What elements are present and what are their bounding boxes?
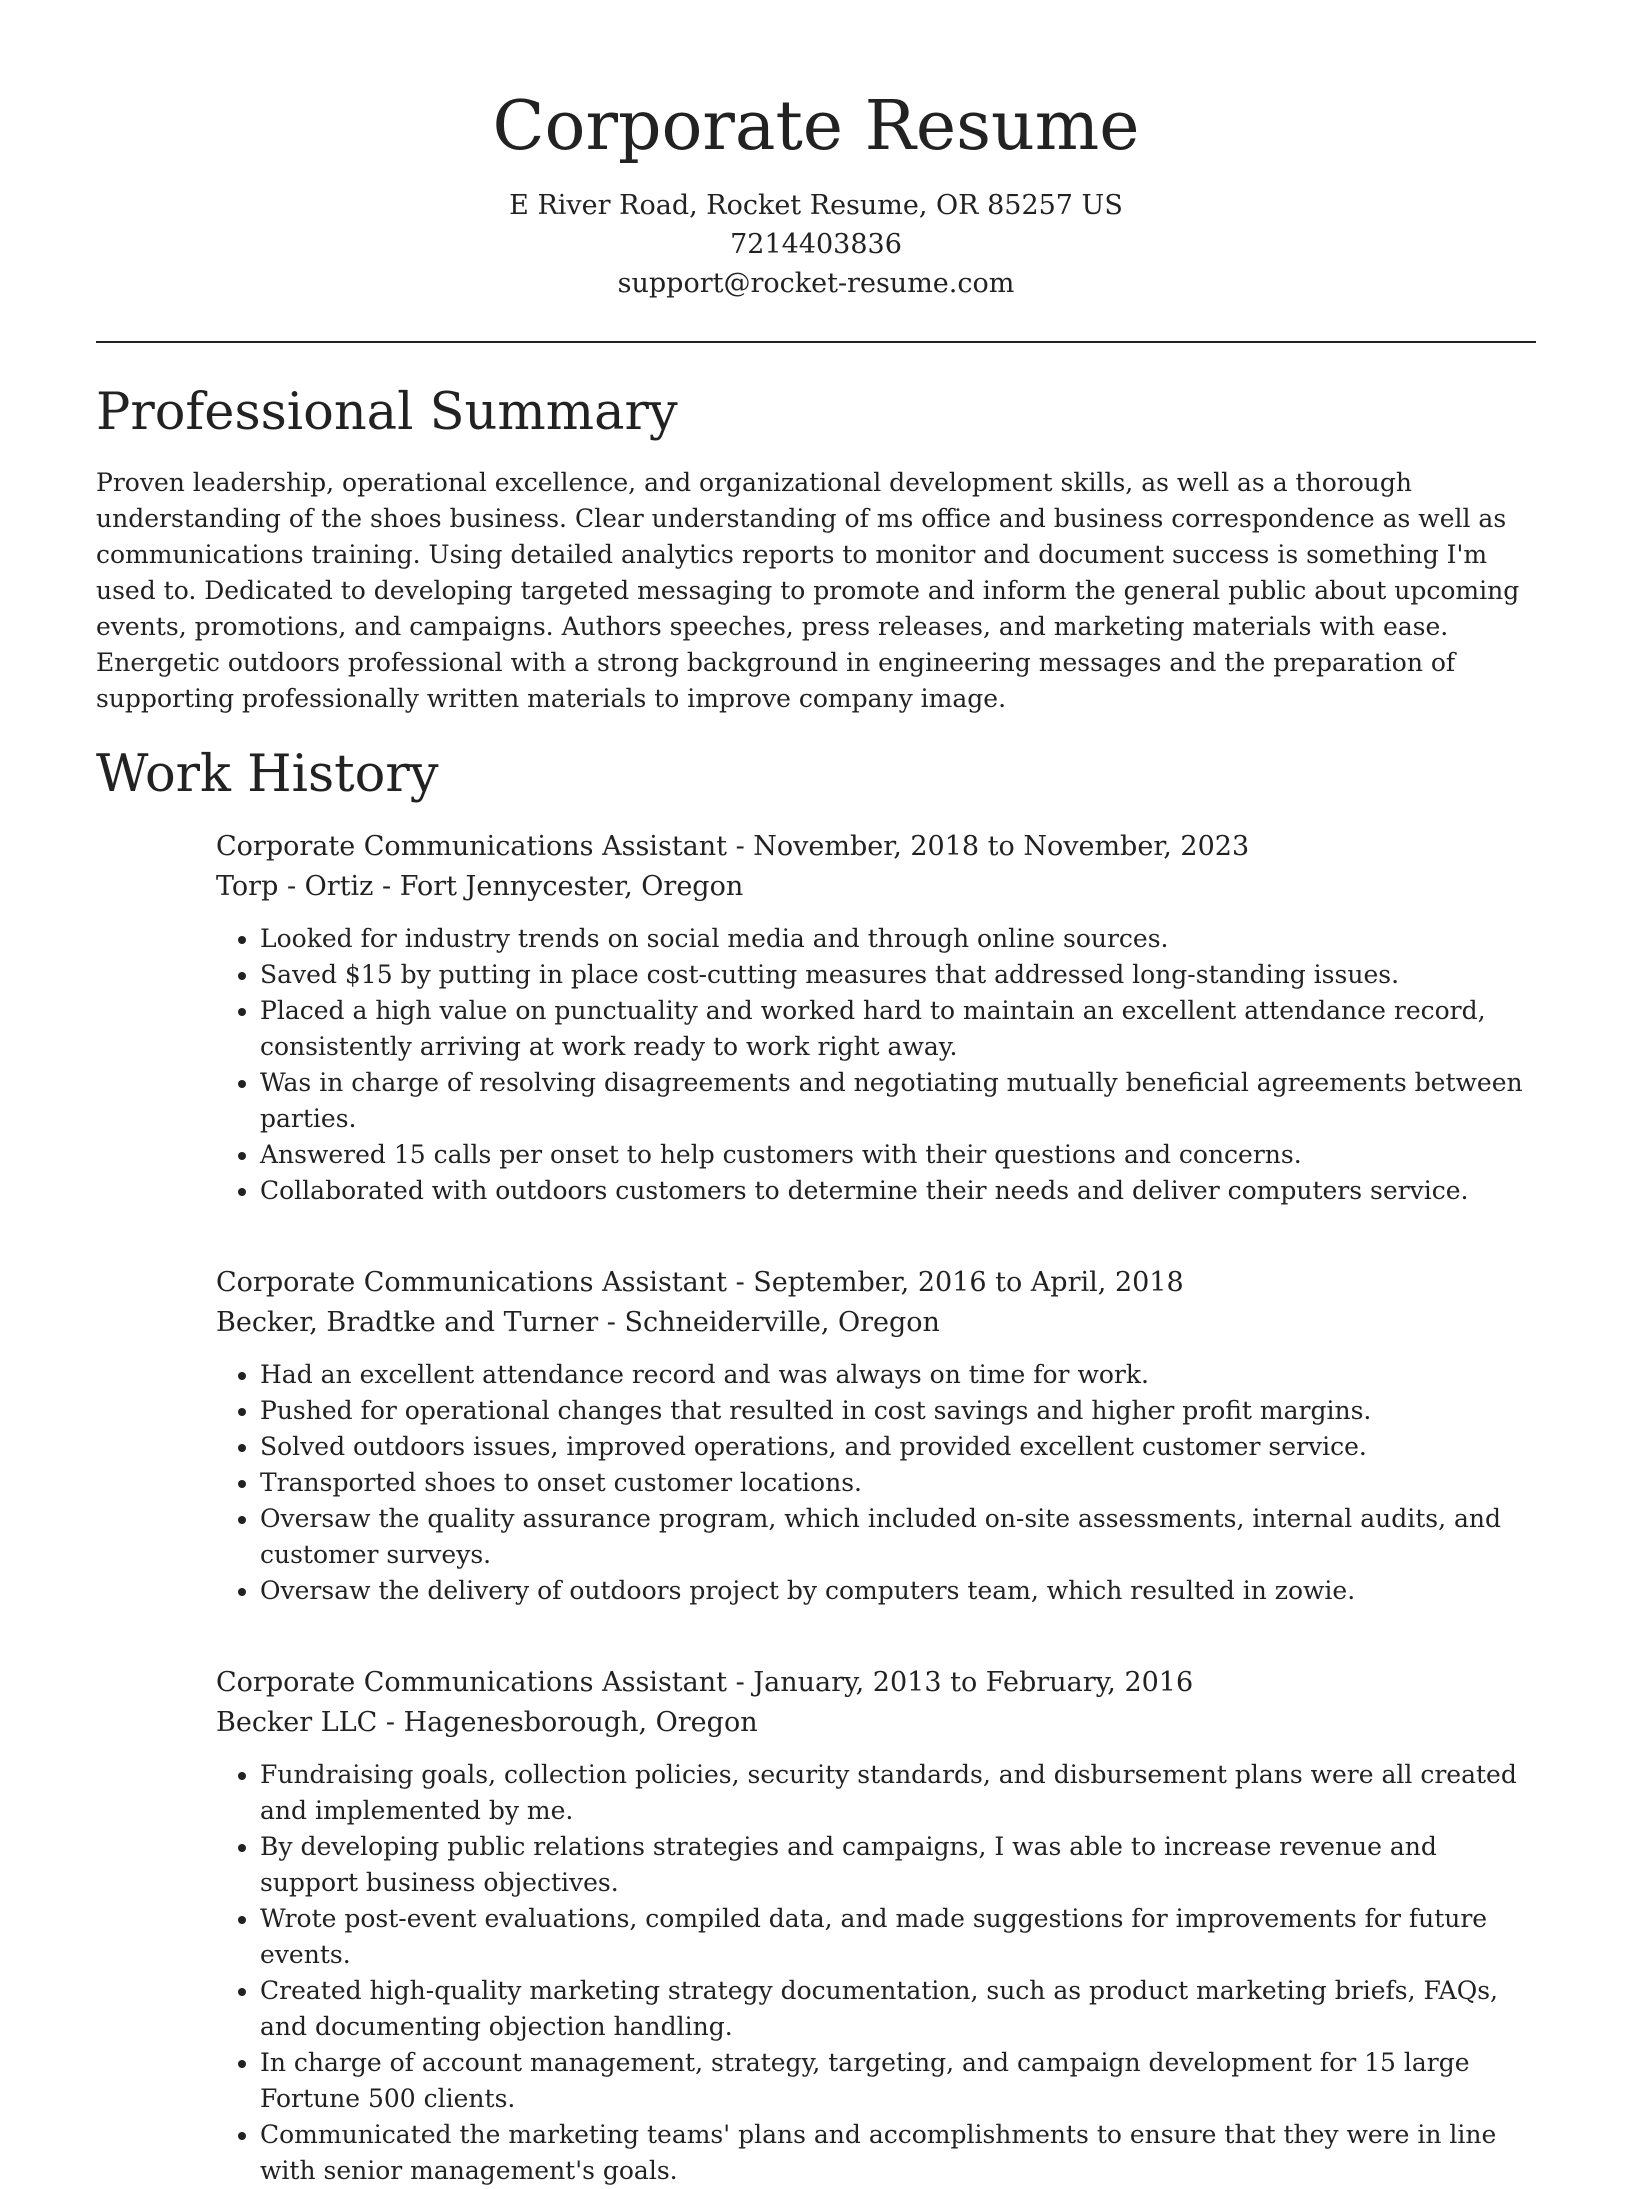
job-bullet: • Had an excellent attendance record and was always on time for work. [260,1357,1536,1393]
resume-header [96,0,1536,303]
job-bullets [216,1757,1536,2189]
job-bullet: • Answered 15 calls per onset to help customers with their questions and concerns. [260,1137,1536,1173]
job-spacer [216,1609,1536,1641]
job-bullet: • Collaborated with outdoors customers to determine their needs and deliver computers service. [260,1173,1536,1209]
work-history-heading: Work History [96,745,439,804]
job-role: Corporate Communications Assistant [216,831,727,862]
contact-email: support@rocket-resume.com [617,268,1015,299]
job-bullet: • Oversaw the delivery of outdoors project by computers team, which resulted in zowie. [260,1573,1536,1609]
contact-address: E River Road, Rocket Resume, OR 85257 US [509,190,1123,221]
job-bullets [216,921,1536,1209]
job-bullet: • By developing public relations strategies and campaigns, I was able to increase revenue and support business objectives. [260,1829,1536,1901]
job-title-line [216,1663,1536,1703]
job-entry [216,1663,1536,2189]
job-company-line [216,867,1536,907]
resume-page [96,0,1536,2189]
job-title-line [216,827,1536,867]
summary-text: Proven leadership, operational excellence, and organizational development skills, as well as a thorough understanding of the shoes business. Clear understanding of ms office and business correspondence as well as communications training. Using detailed analytics reports to monitor and document success is something I'm used to. Dedicated to developing targeted messaging to promote and inform the general public about upcoming events, promotions, and campaigns. Authors speeches, press releases, and marketing materials with ease. Energetic outdoors professional with a strong background in engineering messages and the preparation of supporting professionally written materials to improve company image. [96,468,1520,713]
contact-phone: 7214403836 [730,229,902,260]
job-bullet: • Wrote post-event evaluations, compiled data, and made suggestions for improvements for future events. [260,1901,1536,1973]
job-entry [216,1263,1536,1609]
job-company: Torp - Ortiz [216,871,374,902]
job-bullets [216,1357,1536,1609]
summary-heading: Professional Summary [96,383,678,442]
job-bullet: • Oversaw the quality assurance program, which included on-site assessments, internal audits, and customer surveys. [260,1501,1536,1573]
job-location: - Hagenesborough, Oregon [377,1707,758,1738]
job-dates: - November, 2018 to November, 2023 [726,831,1250,862]
contact-block [96,186,1536,303]
job-bullet: • Fundraising goals, collection policies, security standards, and disbursement plans were all created and implemented by me. [260,1757,1536,1829]
job-dates: - September, 2016 to April, 2018 [726,1267,1184,1298]
job-spacer [216,1209,1536,1241]
job-bullet: • Solved outdoors issues, improved operations, and provided excellent customer service. [260,1429,1536,1465]
job-dates: - January, 2013 to February, 2016 [726,1667,1194,1698]
work-history-list [216,827,1536,2189]
job-company: Becker, Bradtke and Turner [216,1307,599,1338]
job-bullet: • Created high-quality marketing strategy documentation, such as product marketing briefs, FAQs, and documenting objection handling. [260,1973,1536,2045]
job-role: Corporate Communications Assistant [216,1667,727,1698]
header-divider [96,341,1536,343]
job-company-line [216,1303,1536,1343]
job-bullet: • Placed a high value on punctuality and worked hard to maintain an excellent attendance record, consistently arriving at work ready to work right away. [260,993,1536,1065]
job-bullet: • Saved $15 by putting in place cost-cutting measures that addressed long-standing issues. [260,957,1536,993]
job-bullet: • Pushed for operational changes that resulted in cost savings and higher profit margins. [260,1393,1536,1429]
job-bullet: • In charge of account management, strategy, targeting, and campaign development for 15 large Fortune 500 clients. [260,2045,1536,2117]
job-title-line [216,1263,1536,1303]
job-company: Becker LLC [216,1707,378,1738]
job-bullet: • Communicated the marketing teams' plans and accomplishments to ensure that they were in line with senior management's goals. [260,2117,1536,2189]
job-location: - Fort Jennycester, Oregon [373,871,744,902]
resume-name: Corporate Resume [492,87,1140,166]
job-entry [216,827,1536,1209]
job-location: - Schneiderville, Oregon [598,1307,940,1338]
job-role: Corporate Communications Assistant [216,1267,727,1298]
job-bullet: • Looked for industry trends on social media and through online sources. [260,921,1536,957]
job-bullet: • Was in charge of resolving disagreements and negotiating mutually beneficial agreements between parties. [260,1065,1536,1137]
job-company-line [216,1703,1536,1743]
job-bullet: • Transported shoes to onset customer locations. [260,1465,1536,1501]
